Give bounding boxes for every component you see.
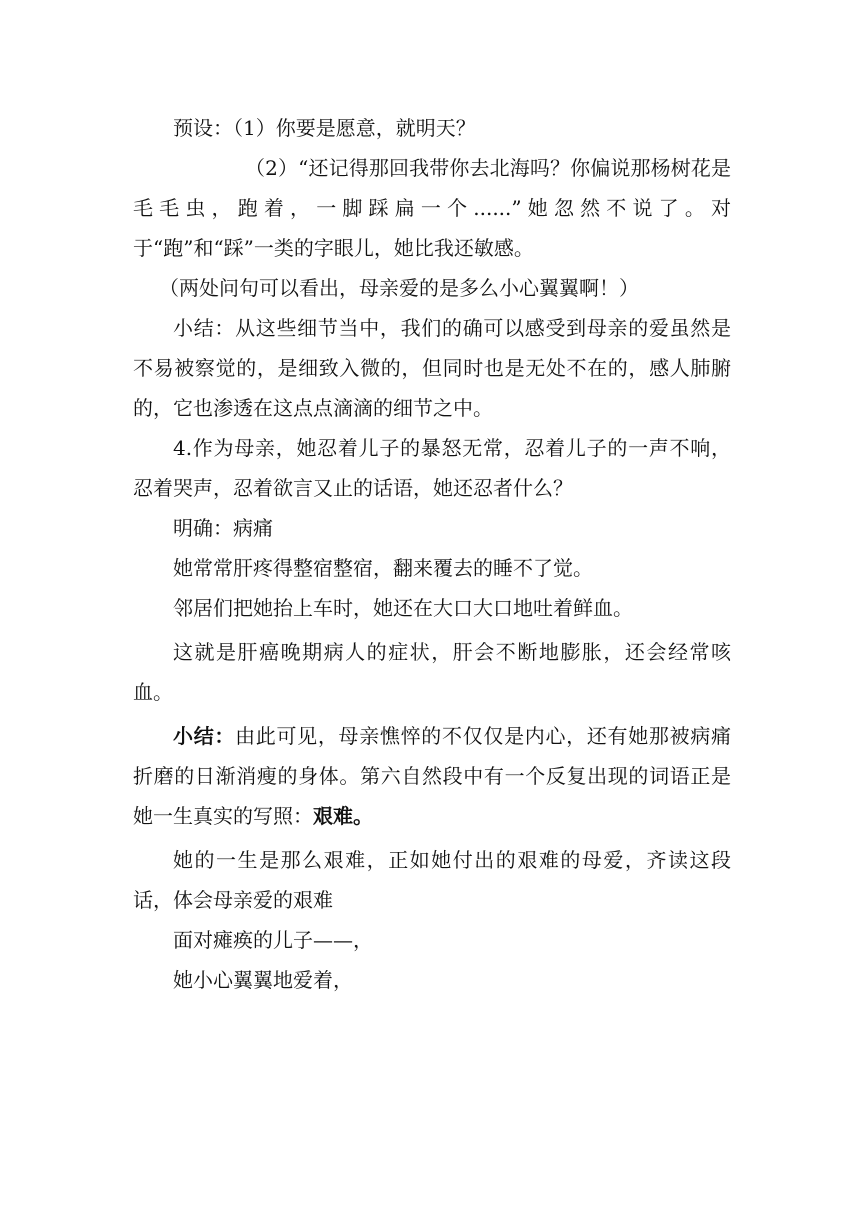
paragraph-note: （两处问句可以看出，母亲爱的是多么小心翼翼啊！）: [159, 276, 639, 300]
summary-body: 由此可见，母亲憔悴的不仅仅是内心，还有她那被病痛折磨的日渐消瘦的身体。第六自然段中有一个反复出现的词语正是她一生真实的写照：: [133, 724, 732, 828]
paragraph-answer: 明确：病痛: [173, 516, 273, 540]
paragraph-line-1: 面对瘫痪的儿子——，: [173, 928, 373, 952]
paragraph-preset-2: （2）“还记得那回我带你去北海吗？你偏说那杨树花是毛毛虫，跑着，一脚踩扁一个......”她忽然不说了。对于“跑”和“踩”一类的字眼儿，她比我还敏感。: [133, 156, 731, 260]
paragraph-preset-1: 预设：（1）你要是愿意，就明天？: [173, 116, 476, 140]
summary-label: 小结：: [173, 724, 236, 748]
paragraph-symptom-3: 这就是肝癌晚期病人的症状，肝会不断地膨胀，还会经常咳血。: [133, 640, 731, 704]
paragraph-summary-1: 小结：从这些细节当中，我们的确可以感受到母亲的爱虽然是不易被察觉的，是细致入微的，但同时也是无处不在的，感人肺腑的，它也渗透在这点点滴滴的细节之中。: [133, 316, 731, 420]
paragraph-symptom-2: 邻居们把她抬上车时，她还在大口大口地吐着鲜血。: [173, 596, 633, 620]
paragraph-summary-2: [133, 716, 731, 836]
paragraph-reading-prompt: 她的一生是那么艰难，正如她付出的艰难的母爱，齐读这段话，体会母亲爱的艰难: [133, 848, 731, 912]
paragraph-question-4: 4.作为母亲，她忍着儿子的暴怒无常，忍着儿子的一声不响，忍着哭声，忍着欲言又止的话语，她还忍者什么？: [133, 436, 731, 500]
document-body: [133, 108, 731, 1000]
paragraph-symptom-1: 她常常肝疼得整宿整宿，翻来覆去的睡不了觉。: [173, 556, 593, 580]
summary-keyword: 艰难。: [313, 804, 373, 828]
paragraph-line-2: 她小心翼翼地爱着，: [173, 968, 353, 992]
